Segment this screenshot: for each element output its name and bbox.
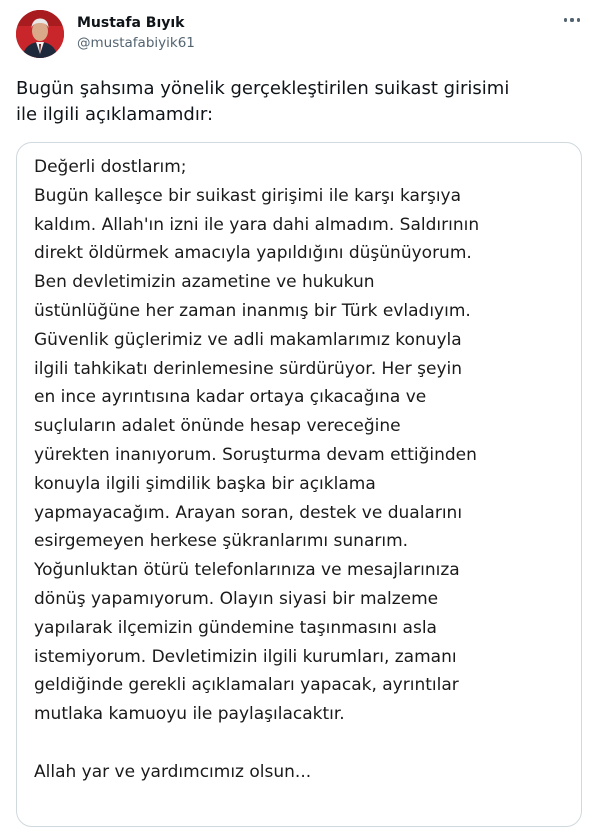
statement-line: Yoğunluktan ötürü telefonlarınıza ve mesajlarınıza xyxy=(34,560,460,581)
statement-line: yapılarak ilçemizin gündemine taşınmasını asla xyxy=(34,617,437,638)
statement-line: Bugün kalleşce bir suikast girişimi ile karşı karşıya xyxy=(34,185,462,206)
avatar[interactable] xyxy=(16,10,64,58)
author-handle[interactable]: @mustafabiyik61 xyxy=(77,35,195,51)
more-horizontal-icon xyxy=(577,18,580,21)
more-options-button[interactable] xyxy=(556,8,588,32)
statement-line: direkt öldürmek amacıyla yapıldığını düşünüyorum. xyxy=(34,243,472,264)
statement-line: yapmayacağım. Arayan soran, destek ve dualarını xyxy=(34,502,463,523)
more-horizontal-icon xyxy=(570,18,573,21)
attached-statement-image[interactable] xyxy=(16,142,582,827)
tweet-text xyxy=(16,76,586,128)
statement-line: suçluların adalet önünde hesap vereceğine xyxy=(34,416,401,437)
statement-text xyxy=(34,153,574,787)
statement-line: istemiyorum. Devletimizin ilgili kurumları, zamanı xyxy=(34,646,457,667)
statement-line: Güvenlik güçlerimiz ve adli makamlarımız konuyla xyxy=(34,329,462,350)
tweet-text-line: Bugün şahsıma yönelik gerçekleştirilen suikast girisimi xyxy=(16,78,510,99)
statement-line: üstünlüğüne her zaman inanmış bir Türk evladıyım. xyxy=(34,300,471,321)
statement-line: yürekten inanıyorum. Soruşturma devam ettiğinden xyxy=(34,444,477,465)
statement-closing: Allah yar ve yardımcımız olsun... xyxy=(34,761,312,782)
statement-line: kaldım. Allah'ın izni ile yara dahi almadım. Saldırının xyxy=(34,214,480,235)
profile-photo-icon xyxy=(16,10,64,58)
statement-line: geldiğinde gerekli açıklamaları yapacak, ayrıntılar xyxy=(34,675,459,696)
statement-line: Ben devletimizin azametine ve hukukun xyxy=(34,272,375,293)
statement-line: en ince ayrıntısına kadar ortaya çıkacağına ve xyxy=(34,387,427,408)
tweet-text-line: ile ilgili açıklamamdır: xyxy=(16,104,214,125)
author-display-name[interactable]: Mustafa Bıyık xyxy=(77,15,185,31)
statement-line: konuyla ilgili şimdilik başka bir açıklama xyxy=(34,473,376,494)
statement-line: dönüş yapamıyorum. Olayın siyasi bir malzeme xyxy=(34,588,439,609)
statement-line: Değerli dostlarım; xyxy=(34,157,187,177)
more-horizontal-icon xyxy=(564,18,567,21)
statement-line: esirgemeyen herkese şükranlarımı sunarım. xyxy=(34,531,409,552)
statement-line: mutlaka kamuoyu ile paylaşılacaktır. xyxy=(34,704,345,725)
statement-line: ilgili tahkikatı derinlemesine sürdürüyor. Her şeyin xyxy=(34,358,463,379)
